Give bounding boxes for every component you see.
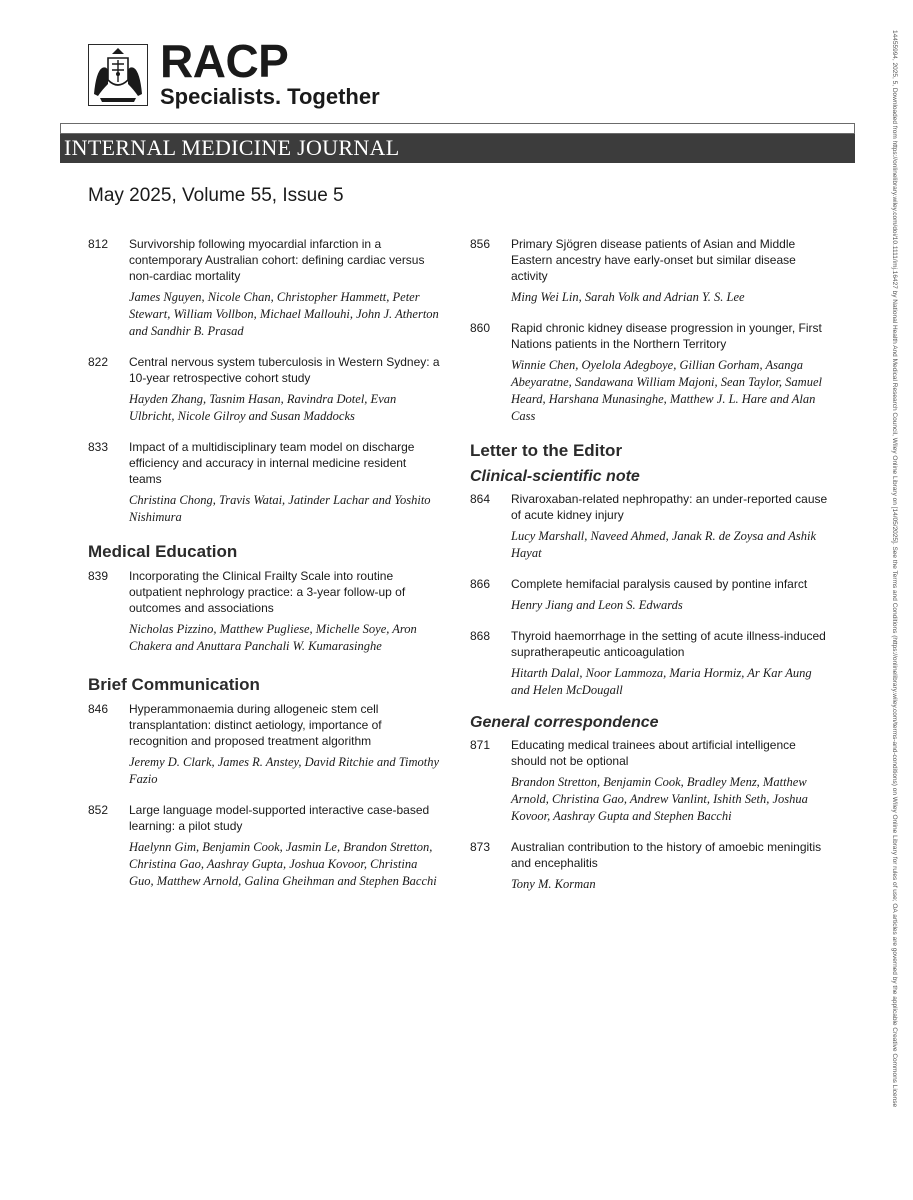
article-title[interactable]: Australian contribution to the history of amoebic meningitis and encephalitis [511, 840, 822, 870]
article-authors: Ming Wei Lin, Sarah Volk and Adrian Y. S. Lee [511, 290, 745, 304]
toc-entry[interactable] [470, 839, 832, 893]
article-title[interactable]: Rivaroxaban-related nephropathy: an under-reported cause of acute kidney injury [511, 492, 828, 522]
page-number: 833 [88, 440, 109, 454]
toc-entry[interactable] [470, 737, 832, 825]
toc-left-column [88, 236, 440, 904]
page-number: 812 [88, 237, 109, 251]
toc-entry[interactable] [88, 236, 440, 340]
article-authors: Winnie Chen, Oyelola Adegboye, Gillian Gorham, Asanga Abeyaratne, Sandawana William Majoni, Sean Taylor, Samuel Heard, Harshana Munasinghe, Matthew J. L. Hare and Alan Cass [511, 358, 822, 423]
article-title[interactable]: Hyperammonaemia during allogeneic stem cell transplantation: distinct aetiology, importance of recognition and proposed treatment algorithm [129, 702, 382, 748]
article-title[interactable]: Rapid chronic kidney disease progression in younger, First Nations patients in the Northern Territory [511, 321, 822, 351]
toc-entry[interactable] [88, 701, 440, 788]
section-heading-medical-education: Medical Education [88, 542, 238, 561]
article-title[interactable]: Educating medical trainees about artificial intelligence should not be optional [511, 738, 796, 768]
article-authors: Christina Chong, Travis Watai, Jatinder Lachar and Yoshito Nishimura [129, 493, 431, 524]
page-number: 822 [88, 355, 109, 369]
toc-entry[interactable] [470, 491, 832, 562]
section-heading-letter-to-the-editor: Letter to the Editor [470, 441, 623, 460]
article-authors: Hayden Zhang, Tasnim Hasan, Ravindra Dotel, Evan Ulbricht, Nicole Gilroy and Susan Maddocks [129, 392, 397, 423]
toc-entry[interactable] [88, 568, 440, 655]
brand-tagline: Specialists. Together [160, 84, 380, 109]
journal-banner [60, 123, 855, 163]
toc-entry[interactable] [470, 236, 832, 306]
page-number: 871 [470, 738, 491, 752]
page-number: 873 [470, 840, 491, 854]
article-authors: Brandon Stretton, Benjamin Cook, Bradley Menz, Matthew Arnold, Christina Gao, Andrew Vanlint, Ishith Seth, Joshua Kovoor, Aashray Gupta and Stephen Bacchi [511, 775, 808, 823]
banner-outline [60, 123, 855, 134]
article-authors: Tony M. Korman [511, 877, 596, 891]
banner-bar [60, 134, 855, 163]
article-title[interactable]: Large language model-supported interactive case-based learning: a pilot study [129, 803, 430, 833]
article-title[interactable]: Complete hemifacial paralysis caused by pontine infarct [511, 577, 808, 591]
brand-name: RACP [160, 35, 289, 87]
section-heading-brief-communication: Brief Communication [88, 675, 260, 694]
article-title[interactable]: Thyroid haemorrhage in the setting of acute illness-induced supratherapeutic anticoagulation [511, 629, 826, 659]
toc-entry[interactable] [470, 576, 832, 614]
download-notice-sidebar: 14455994, 2025, 5, Downloaded from https://onlinelibrary.wiley.com/doi/10.1111/imj.16427 by National Health And Medical Research Council, Wiley Online Library on [14/05/2025]. See the Terms and Conditions (https://onlinelibrary.wiley.com/terms-and-conditions) on Wiley Online Library for rules of use; OA articles are governed by the applicable Creative Commons License [891, 30, 898, 1108]
article-authors: Hitarth Dalal, Noor Lammoza, Maria Hormiz, Ar Kar Aung and Helen McDougall [511, 666, 812, 697]
article-authors: Henry Jiang and Leon S. Edwards [511, 598, 683, 612]
article-title[interactable]: Survivorship following myocardial infarction in a contemporary Australian cohort: defining cardiac versus non-cardiac mortality [129, 237, 425, 283]
article-authors: Nicholas Pizzino, Matthew Pugliese, Michelle Soye, Aron Chakera and Anuttara Panchali W. Kumarasinghe [129, 622, 417, 653]
article-authors: Haelynn Gim, Benjamin Cook, Jasmin Le, Brandon Stretton, Christina Gao, Aashray Gupta, Joshua Kovoor, Christina Guo, Matthew Arnold, Galina Gheihman and Stephen Bacchi [129, 840, 437, 888]
toc-entry[interactable] [470, 320, 832, 425]
page-number: 846 [88, 702, 109, 716]
racp-coat-of-arms-logo [88, 44, 148, 106]
page-number: 866 [470, 577, 491, 591]
article-title[interactable]: Impact of a multidisciplinary team model on discharge efficiency and accuracy in internal medicine resident teams [129, 440, 415, 486]
page-number: 856 [470, 237, 491, 251]
article-title[interactable]: Central nervous system tuberculosis in Western Sydney: a 10-year retrospective cohort study [129, 355, 440, 385]
page-number: 860 [470, 321, 491, 335]
article-authors: Lucy Marshall, Naveed Ahmed, Janak R. de Zoysa and Ashik Hayat [511, 529, 817, 560]
toc-entry[interactable] [470, 628, 832, 699]
journal-name: INTERNAL MEDICINE JOURNAL [64, 135, 400, 160]
page-number: 864 [470, 492, 491, 506]
toc-entry[interactable] [88, 439, 440, 526]
subsection-heading-general-correspondence: General correspondence [470, 714, 659, 731]
article-authors: Jeremy D. Clark, James R. Anstey, David Ritchie and Timothy Fazio [129, 755, 440, 786]
toc-right-column [470, 236, 832, 907]
toc-entry[interactable] [88, 354, 440, 425]
subsection-heading-clinical-scientific-note: Clinical-scientific note [470, 468, 640, 485]
page-number: 839 [88, 569, 109, 583]
page-number: 868 [470, 629, 491, 643]
article-title[interactable]: Primary Sjögren disease patients of Asian and Middle Eastern ancestry have early-onset but similar disease activity [511, 237, 796, 283]
article-authors: James Nguyen, Nicole Chan, Christopher Hammett, Peter Stewart, William Vollbon, Michael Mallouhi, John J. Atherton and Sandhir B. Prasad [129, 290, 439, 338]
toc-entry[interactable] [88, 802, 440, 890]
article-title[interactable]: Incorporating the Clinical Frailty Scale into routine outpatient nephrology practice: a 3-year follow-up of outcomes and associations [129, 569, 406, 615]
issue-line: May 2025, Volume 55, Issue 5 [88, 185, 344, 206]
page-number: 852 [88, 803, 109, 817]
